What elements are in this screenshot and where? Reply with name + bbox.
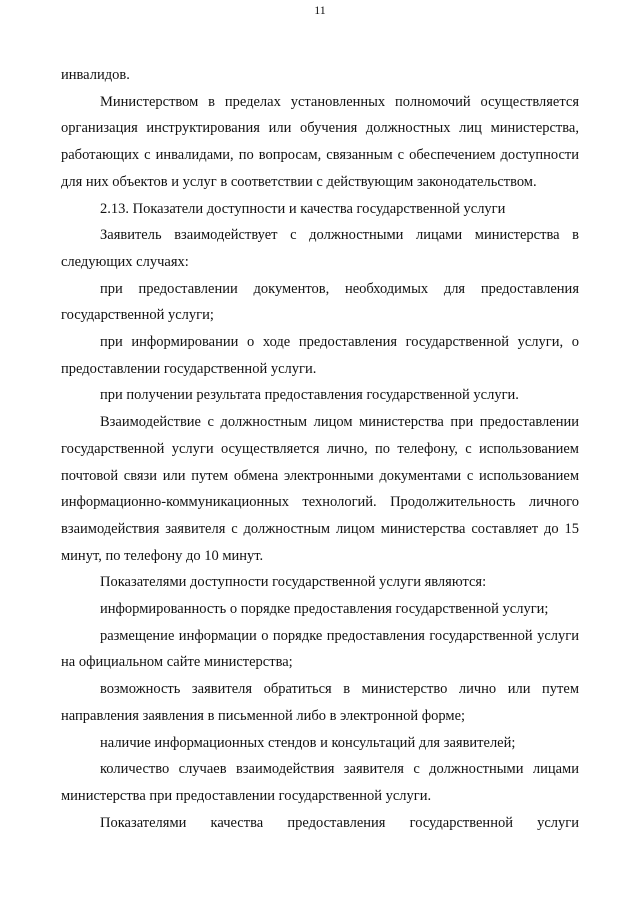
document-body [61, 62, 579, 836]
list-item: информированность о порядке предоставления государственной услуги; [100, 601, 549, 618]
list-item: наличие информационных стендов и консультаций для заявителей; [100, 734, 516, 751]
list-item: при предоставлении документов, необходимых для предоставления государственной услуги; [61, 280, 579, 324]
paragraph: инвалидов. [61, 67, 130, 83]
paragraph: Показателями качества предоставления государственной услуги [100, 814, 579, 831]
paragraph: Министерством в пределах установленных полномочий осуществляется организация инструктирования или обучения должностных лиц министерства, работающих с инвалидами, по вопросам, связанным с обеспечением доступности для них объектов и услуг в соответствии с действующим законодательством. [61, 93, 579, 190]
list-item: возможность заявителя обратиться в министерство лично или путем направления заявления в письменной либо в электронной форме; [61, 681, 579, 724]
section-heading: 2.13. Показатели доступности и качества государственной услуги [100, 200, 506, 217]
paragraph: Заявитель взаимодействует с должностными лицами министерства в следующих случаях: [61, 227, 579, 270]
list-item: размещение информации о порядке предоставления государственной услуги на официальном сайте министерства; [61, 627, 579, 671]
list-item: при информировании о ходе предоставления государственной услуги, о предоставлении государственной услуги. [61, 334, 579, 377]
page-number: 11 [314, 3, 326, 17]
paragraph: Показателями доступности государственной услуги являются: [100, 574, 487, 591]
paragraph: Взаимодействие с должностным лицом министерства при предоставлении государственной услуги осуществляется лично, по телефону, с использованием почтовой связи или путем обмена электронными документами с использованием информационно-коммуникационных технологий. Продолжительность личного взаимодействия заявителя с должностным лицом министерства составляет до 15 минут, по телефону до 10 минут. [61, 414, 579, 564]
list-item: количество случаев взаимодействия заявителя с должностными лицами министерства при предоставлении государственной услуги. [61, 761, 579, 804]
list-item: при получении результата предоставления государственной услуги. [100, 387, 519, 404]
